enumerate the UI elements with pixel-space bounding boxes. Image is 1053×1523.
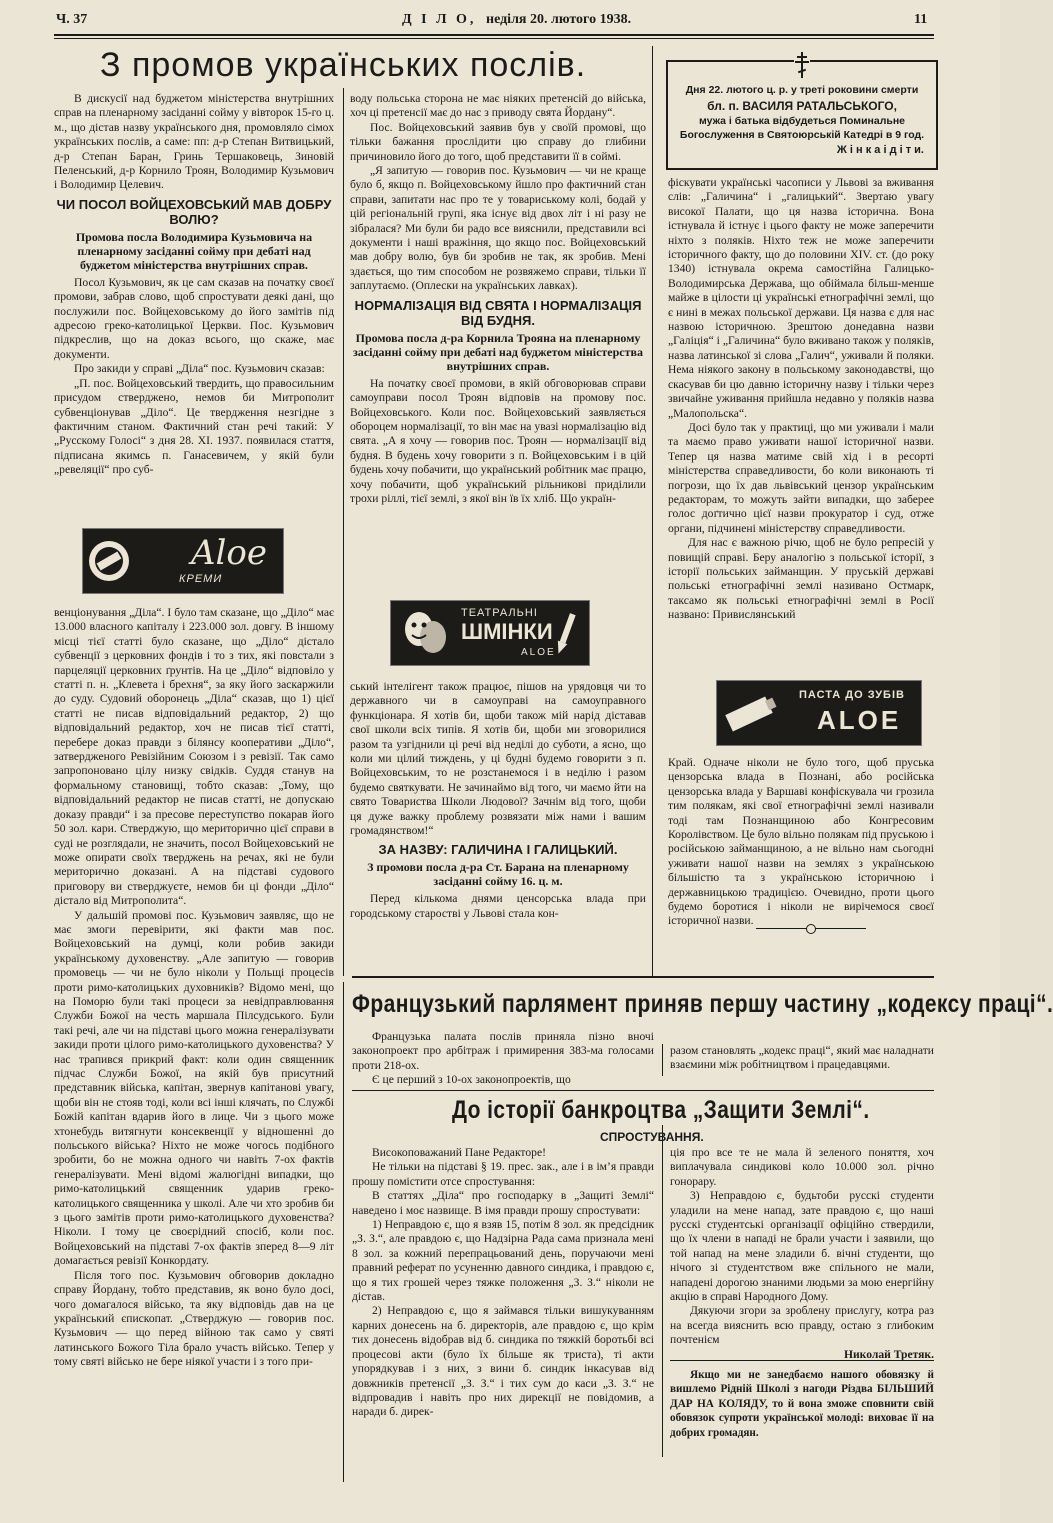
- column-3-bottom: [668, 756, 934, 928]
- column-divider: [662, 1125, 663, 1457]
- article2-right: [670, 1044, 934, 1084]
- paragraph: У дальшій промові пос. Кузьмович заявляє, що не має змоги перевірити, які факти мав пос. Войцеховський на думці, коли робив закиди українському духовенству. „Але запитую — говорив промовець — чи не було ніколи у Польщі процесів проти римо-католицьких духовників? Відомо мені, що на Поморю були такі процеси за невідправлювання Служби Божої на честь маршала Пілсудського. Були такі речі, але чи на підставі цього можна генералізувати закиди проти цілого римо-католицького духовенства? У нас трапився прикрий факт: коли один священник підчас Служби Божої, на якій був присутний представник війська, капітан, звернув капітанові увагу, щоби він не стояв тоді, коли всі інші клячать, по Службі Божій капітан вдарив його в лице. Чи з цього може хтонебудь витягнути консеквенції у відношенні до польського війська? Ніхто не може чогось подібного зробити, бо не можна одного чи навіть 7-ох фактів генералізувати. Мені відомі жалюгідні випадки, що римо-католицький священник ударив греко-католицького священника у школі. Але чи хто зробив би з цього замітів проти римо-католицького духовенства? Ніколи. І тому це своєрідний спосіб, коли пос. Войцеховський на підставі 7-ох фактів зперед 8—9 літ домагається ревізії Конкордату.: [54, 908, 334, 1268]
- paragraph: Для нас є важною річю, щоб не було репресій у повищій справі. Беру аналогію з польської історії, з історії польських займанщин. У пруській державі польські етнографічні землі називано Остмарк, таксамо як польські етнографічні землі в Росії названо: Привислянський: [668, 536, 934, 622]
- appeal-text: Якщо ми не занедбаємо нашого обовязку й вишлемо Рідній Школі з нагоди Різдва БІЛЬШИЙ ДАР НА КОЛЯДУ, то й вона зможе сповнити свій обовязок супроти української молоді: виховає її на добрих громадян.: [670, 1369, 934, 1439]
- paragraph: венціонування „Діла“. І було там сказане, що „Діло“ має 13.000 власного капіталу і 223.000 зол. довгу. В іншому місці тієї статті було сказане, що „Діло“ дістало субвенції з церковних фондів і то з тих, які повстали з парцеляції церковних ґрунтів. На це „Діло“ відповіло у статті п. н. „Клевета і брехня“, за яку його заскаржили до суду. Судовий оборонець „Діла“ сказав, що 1) цієї статті не писав відповідальний редактор, 2) що відповідальний редактор, хоч не писав тієї статті, перебере доказ правди з білянсу кооперативи „Діло“, затвердженого Ревізійним Союзом і з ревізії. Так само запропоновано цілу низку свідків. Суддя станув на формальному становищі, тобто сказав: „Тому, що відповідальний редактор не писав статті, не допускаю доказу правди“ і за пресове переступство покарав його 50 зол. кари. Стверджую, що мериторично цієї справи в суді не розглядали, не значить, посол Войцеховський не може опирати своїх тверджень на речах, які не були мериторично доказані. А на підставі судового приговору ви стверджуєте, немов би ці фонди „Діло“ дістало від Митрополита“.: [54, 606, 334, 908]
- paragraph: Пос. Войцеховський заявив був у своїй промові, що тільки бажання прослідити цю справу до глибини причиновило його до того, щоб представити її в соймі.: [350, 120, 646, 163]
- signature: Николай Третяк.: [843, 1347, 934, 1361]
- notice-name: бл. п. ВАСИЛЯ РАТАЛЬСЬКОГО,: [707, 99, 897, 113]
- header-rule-thin: [54, 38, 934, 39]
- paragraph: „Я запитую — говорив пос. Кузьмович — чи не краще було б, якщо п. Войцеховському йшло про фактичний стан справи, запитати нас про те у товариському колі, бодай у цій регіональній групі, яка існує від двох літ і ні разу не зібралася? Ми були би радо все вияснили, представили всі документи і наші вражіння, що якщо пос. Войцеховський мав добру волю, був би зробив не так, як зробив. Мені здається, що тим способом не розвяжемо справи, тільки її заплутаємо. (Оплески на українських лавках).: [350, 164, 646, 293]
- article3-left: [352, 1146, 654, 1456]
- ad-brand: ALOE: [817, 705, 902, 735]
- paragraph: Про закиди у справі „Діла“ пос. Кузьмович сказав:: [74, 362, 325, 376]
- salutation: Високоповажаний Пане Редакторе!: [372, 1146, 546, 1159]
- ad-brand: Aloe: [191, 533, 268, 573]
- paragraph: Перед кількома днями ценсорська влада при городському старостві у Львові стала кон-: [350, 892, 646, 920]
- paragraph: 1) Неправдою є, що я взяв 15, потім 8 зол. як предсідник „З. З.“, але правдою є, що Надзірна Рада сама признала мені 8 зол. за кожний перепрацьований день, поручаючи мені правний реферат по усуненню давного синдика, і правдою є, що я тих грошей через тяжке положення „З. З.“ ніколи не дістав.: [352, 1218, 654, 1304]
- column-3-top: [668, 176, 934, 666]
- section-subheading: З промови посла д-ра Ст. Барана на пленарному засіданні сойму 16. ц. м.: [367, 860, 629, 889]
- notice-line: Дня 22. лютого ц. р. у треті роковини смерти: [685, 84, 919, 96]
- paragraph: ція про все те не мала й зеленого поняття, хоч виплачувала синдикові коло 10.000 зол. річно гонорару.: [670, 1146, 934, 1188]
- paragraph: Французька палата послів приняла пізно вночі законопроект про арбітраж і примирення 383-ма голосами проти 218-ох.: [352, 1030, 654, 1072]
- section-heading: ЧИ ПОСОЛ ВОЙЦЕХОВСЬКИЙ МАВ ДОБРУ ВОЛЮ?: [56, 196, 332, 227]
- paragraph: Дякуючи згори за зроблену прислугу, котра раз на всегда вияснить всю правду, остаю з глибоким почтенієм: [670, 1304, 934, 1347]
- end-ornament-dot: [806, 924, 816, 934]
- column-1-bottom: [54, 606, 334, 1488]
- paragraph: ський інтелігент також працює, пішов на урядовця чи то державного чи в самоуправі на самоуправного функціонара. Я хотів би, щоби також мій нарід діставав свої школи всіх типів. Я хотів би, щоби ми зговорилися разом та узгіднили ці речі від неділі до суботи, а ясно, що коли ми цілий тиждень, у ці будні будемо говорити з п. Войцеховським, то не розстанемося і в неділю і разом будемо святкувати. Не зачинаймо від того, чи маємо йти на свято Товариства Школи Людової? Зачнім від того, щоби ця дуже важку проблему розвязати між нами і вашим громадянством!“: [350, 680, 646, 838]
- section-subheading: Промова посла Володимира Кузьмовича на пленарному засіданні сойму при дебаті над буджетом міністерства внутрішних справ.: [75, 229, 313, 272]
- notice-signature: Ж і н к а і д і т и.: [836, 144, 924, 156]
- cross-icon-bg: [794, 52, 810, 78]
- brush-icon: [551, 609, 581, 657]
- paragraph: Є це перший з 10-ох законопроектів, що: [372, 1073, 571, 1087]
- issue-number: Ч. 37: [56, 12, 88, 27]
- article2-left: [352, 1030, 654, 1086]
- header-rule: [54, 34, 934, 36]
- section-heading: НОРМАЛІЗАЦІЯ ВІД СВЯТА І НОРМАЛІЗАЦІЯ ВІД БУДНЯ.: [354, 297, 642, 328]
- appeal-box: [670, 1368, 934, 1456]
- intro-paragraph: В дискусії над буджетом міністерства внутрішних справ на пленарному засіданні сойму у вівторок 15-го ц. м., що дістав назву українського дня, промовляло сімох українських послів, а саме: пп: д-р Степан Витвицький, д-р Степан Баран, Гринь Тершаковець, Зиновій Пеленський, д-р Корнило Троян, Володимир Кузьмович і Володимир Целевич.: [54, 92, 334, 192]
- toothpaste-ad: [716, 680, 922, 746]
- paragraph: 2) Неправдою є, що я займався тільки вишукуванням карних донесень на б. директорів, але правдою є, що крім тих донесень відобрав від б. синдика по тяжкій боротьбі всі процесові акти (було їх більше як триста), ті акти упорядкував і з них, з вини б. синдик інкасував від довжників претенсії „З. З.“ і тих сум до каси „З. З.“ не відпровадив і навіть про них дирекції не повідомив, а наради б. дирек-: [352, 1304, 654, 1419]
- column-1-top: [54, 92, 334, 512]
- ad-subtitle: КРЕМИ: [179, 573, 223, 585]
- section-heading: ЗА НАЗВУ: ГАЛИЧИНА І ГАЛИЦЬКИЙ.: [378, 842, 618, 858]
- cross-icon: [794, 52, 810, 78]
- page-number: 11: [914, 12, 928, 27]
- notice-line: мужа і батька відбудеться Поминальне Богослуження в Святоюрській Катедрі в 9 год.: [679, 115, 925, 141]
- article-title: Французький парлямент приняв першу частину „кодексу праці“.: [352, 990, 1053, 1018]
- memorial-notice: [666, 60, 938, 170]
- paragraph: разом становлять „кодекс праці“, який має наладнати взаємини між робітництвом і працедавцями.: [670, 1044, 934, 1072]
- paragraph: Після того пос. Кузьмович обговорив докладно справу Йордану, тобто представив, як воно було досі, чого домагалося військо, та яку відповідь дав на це український єпископат. „Стверджую — говорив пос. Кузьмович — що перед війною так само у святі латинського Божого Тіла брало участь військо. Тепер у тому святі військо не бере ніякої участи і з того при-: [54, 1268, 334, 1369]
- column-divider: [343, 88, 344, 976]
- paragraph: Посол Кузьмович, як це сам сказав на початку своєї промови, забрав слово, щоб спростувати деякі дані, що послужили пос. Войцеховському до його замітів під адресою греко-католицької Церкви. Пос. Кузьмович підкреслив, що на доказ всього, що скаже, має документи.: [54, 275, 334, 361]
- section-rule: [352, 1090, 934, 1091]
- ad-line: ШМІНКИ: [461, 619, 553, 644]
- paragraph: В статтях „Діла“ про господарку в „Защиті Землі“ наведено і моє назвище. В імя правди прошу спростувати:: [352, 1189, 654, 1217]
- issue-date: неділя 20. лютого 1938.: [486, 12, 632, 27]
- ad-brand: ALOE: [521, 647, 556, 658]
- column-divider: [343, 982, 344, 1482]
- paragraph: фіскувати українські часописи у Львові за вживання слів: „Галичина“ і „галицький“. Звертаю увагу високої Палати, що ця назва історична. Вона істнувала й істнує і цього факту не може заперечити ніхто з поляків. Ніхто теж не може заперечити історичного факту, що до половини XIV. ст. (до року 1340) істнувала окрема самостійна Галицько-Володимирська Держава, що обіймала більш-менше майже в цілости ці українські етнографічні землі, що є нині в межах польської держави. Ця назва є для нас назвою історичною. Зрештою донедавна назви „Галіція“ і „Галичина“ було вживано також у поляків, назва латинської зі слова „Галич“, уживали й поляки. Нема ніякого закону в польському законодавстві, що скасував би цю давню історичну назву і тільки через звичайне уживання прийшла недавно у поляків назва „Малопольска“.: [668, 176, 934, 420]
- article-title: До історії банкроцтва „Защити Землі“.: [452, 1096, 870, 1124]
- theatre-makeup-ad: [390, 600, 590, 666]
- theatre-mask-icon: [399, 607, 451, 659]
- column-2-top: [350, 92, 646, 580]
- column-divider: [662, 1044, 663, 1076]
- toothpaste-tube-icon: [723, 691, 779, 737]
- section-subheading: Промова посла д-ра Корнила Трояна на пленарному засіданні сойму при дебаті над буджетом міністерства внутрішних справ.: [352, 330, 643, 373]
- paragraph: воду польська сторона не має ніяких претенсій до війська, хоч ці претенсії має до нас з приводу свята Йордану“.: [350, 92, 646, 120]
- paragraph: Не тільки на підставі § 19. прес. зак., але і в ім’я правди прошу помістити отсе спростування:: [352, 1160, 654, 1188]
- aloe-creams-ad: [82, 528, 284, 594]
- page-header: [56, 12, 940, 36]
- column-divider: [652, 46, 653, 976]
- ad-line: ТЕАТРАЛЬНІ: [461, 607, 538, 619]
- paper-name: Д І Л О,: [402, 12, 477, 27]
- ad-line: ПАСТА ДО ЗУБІВ: [799, 689, 905, 701]
- paragraph: На початку своєї промови, в якій обговорював справи самоуправи посол Троян відповів на промову пос. Войцеховського. Коли пос. Войцеховський заявляється обороцем нормалізації, то він має на увазі нормалізацію від свята. „А я хочу — говорив пос. Троян — нормалізації від будня. В будень хочу говорити з п. Войцеховським і в цій будень хочу побачити, що український робітник має працю, хочу побачити, щоб український рільникові приділили трохи ріллі, тієї землі, з якої він їв їх хліб. Що україн-: [350, 376, 646, 505]
- section-rule: [352, 976, 934, 978]
- paragraph: „П. пос. Войцеховський твердить, що правосильним присудом стверджено, немов би Митрополит субвенціонував „Діло“. Це твердження незгідне з фактичним станом. Фактичний стан речі такий: У „Русскому Голосі“ з дня 28. XI. 1937. появилася стаття, підписана якимсь п. Ганасевичем, у якій були „ревеляції“ про суб-: [54, 376, 334, 477]
- paragraph: Досі було так у практиці, що ми уживали і мали та маємо право уживати нашої історичної назви. Тепер ця назва матиме свій хід і в ресорті міністерства справедливости, бо коли виконають ті погрози, що їх дав львівський цензор українським редакторам, то можуть зайти випадки, що заберее голос доґтично цієї назви прокуратор і суд, отже органи, підчинені міністерству справедливости.: [668, 420, 934, 535]
- article3-right: [670, 1146, 934, 1361]
- paragraph: Край. Одначе ніколи не було того, щоб пруська цензорська влада в Познані, або російська цензорська влада у Варшаві конфіскувала чи грозила тим полякам, які свої етнографічні землі називали тоді там Познанщиною або Конгресовим Королівством. Це було вільно полякам під пруською і російською займанщиною, а не вільно нам сьогодні уживати нашої назви на землях з українською більшістю та з українською історичною і державницькою традицією. Очевидно, проти цього будемо боротися і ніколи не вирічемося своєї історичної назви.: [668, 756, 934, 928]
- section-rule: [670, 1360, 934, 1361]
- column-2-bottom: [350, 680, 646, 976]
- article-title: З промов українських послів.: [100, 46, 587, 84]
- article-subtitle: СПРОСТУВАННЯ.: [600, 1130, 704, 1144]
- paragraph: 3) Неправдою є, будьтоби русскі студенти уладили на мене напад, зате правдою є, що наші русскі студентські організації офіційно ствердили, що їх члени в нападі не брали участи і заявили, що той напад на мене зладили б. вічні студенти, що нічого зі студентством вже спільного не мали, нападені дорогою знаними людьми за мою енергійну акцію в справі Народного Дому.: [670, 1189, 934, 1304]
